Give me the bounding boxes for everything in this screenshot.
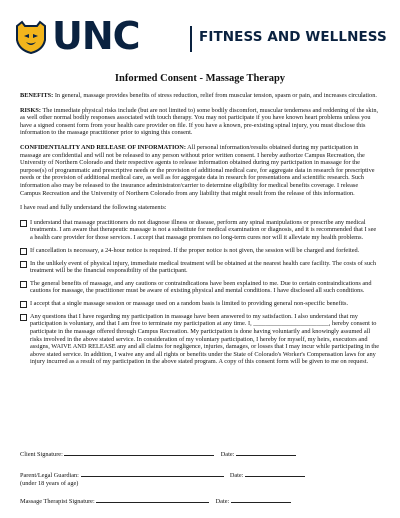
statement-checkbox[interactable] [20, 261, 27, 268]
statement-text: In the unlikely event of physical injury, immediate medical treatment will be obtained at the nearest health care facility. The costs of such treatment will be the financial responsibility of the participant. [30, 259, 376, 275]
client-signature-field[interactable] [64, 449, 214, 456]
unc-logo-text: UNC [52, 14, 140, 58]
risks-paragraph [20, 107, 380, 137]
benefits-label: BENEFITS: [20, 92, 54, 99]
statement-text: Any questions that I have regarding my participation in massage have been answered to my satisfaction. I also understand that my participation is voluntary, and that I am free to terminate my participation at any time. I, ________________________, hereby consent to participate in the massage offered through Campus Recreation. My participation is done having voluntarily and knowingly assumed all risks involved in the above stated service. In consideration of my voluntary participation, I hereby for myself, my heirs, executors and assigns, WAIVE AND RELEASE any and all claims for negligence, injuries, damages, or losses that I may incur while participating in the above stated service. In addition, I waive any and all rights or benefits under the State of Colorado's Worker's Compensation laws for any injury incurred as a result of my participation in the above stated program. A copy of this consent form will be given to me on request. [30, 312, 380, 366]
confidentiality-text: All personal information/results obtained during my participation in massage are confidential and will not be released to any person without prior written consent. I hereby authorize Campus Recreation, the University of Northern Colorado and their respective agents to release information obtained during my participation in massage for the purpose(s) of programmatic and prescriptive needs or the provision of additional medical care, for aggregate data in research for prescriptive needs or the provision of additional medical care, as well as for aggregate data in research for presentations and scientific research. Such information also may be released to the insurance administrator/carrier to determine eligibility for medical benefits coverage. I release Campus Recreation and the University of Northern Colorado from any liability that might result from the release of this information. [20, 143, 375, 197]
client-signature-label: Client Signature: [20, 451, 63, 458]
benefits-paragraph [20, 92, 380, 100]
statement-item [20, 247, 380, 255]
statement-item [20, 313, 380, 366]
fitness-wellness-tagline: FITNESS AND WELLNESS [199, 29, 387, 45]
therapist-signature-row [20, 496, 291, 506]
document-title: Informed Consent - Massage Therapy [114, 73, 286, 84]
intro-text: I have read and fully understand the following statements: [20, 204, 167, 212]
risks-label: RISKS: [20, 106, 41, 114]
therapist-signature-label: Massage Therapist Signature: [20, 498, 95, 505]
therapist-date-label: Date: [215, 498, 230, 505]
client-signature-row [20, 449, 296, 459]
guardian-date-field[interactable] [245, 470, 305, 477]
guardian-signature-row [20, 470, 305, 487]
guardian-date-label: Date: [229, 472, 244, 479]
statement-checkbox[interactable] [20, 220, 27, 227]
guardian-signature-field[interactable] [81, 470, 224, 477]
logo-divider [190, 26, 192, 52]
therapist-signature-field[interactable] [96, 496, 209, 503]
statement-item [20, 280, 380, 295]
client-date-field[interactable] [236, 449, 296, 456]
risks-text: The immediate physical risks include (but are not limited to) some bodily discomfort, muscular tenderness and reddening of the skin, as well other normal bodily responses associated with touch therapy. You may not participate if you have known heart problems unless you have a signed consent form from your health care provider on file. If you have a known, pre-existing spinal injury, you must disclose this information to the massage practitioner prior to signing this consent. [20, 106, 379, 137]
statement-item [20, 300, 380, 308]
statement-checkbox[interactable] [20, 281, 27, 288]
statement-text: I understand that massage practitioners do not diagnose illness or disease, perform any spinal manipulations or prescribe any medical treatments. I am aware that therapeutic massage is not a substitute for medical examination or diagnosis, and it is recommended that I see a health care provider for those services. I accept that massage promises no long-term cures nor will it alleviate my health problems. [30, 218, 377, 241]
guardian-age-note: (under 18 years of age) [20, 479, 79, 487]
statement-checkbox[interactable] [20, 301, 27, 308]
statement-checkbox[interactable] [20, 314, 27, 321]
statement-text: If cancellation is necessary, a 24-hour notice is required. If the proper notice is not given, the session will be charged and forfeited. [30, 246, 360, 254]
document-header [0, 0, 400, 66]
therapist-date-field[interactable] [231, 496, 291, 503]
statement-text: The general benefits of massage, and any cautions or contraindications have been explained to me. Due to certain contraindications and cautions for massage, the practitioner must be aware of existing physical and mental conditions. I have disclosed all such conditions. [30, 279, 372, 295]
benefits-text: In general, massage provides benefits of stress reduction, relief from muscular tension, spasm or pain, and increases circulation. [53, 92, 377, 99]
statement-item [20, 219, 380, 242]
document-body [20, 92, 380, 371]
statement-text: I accept that a single massage session or massage used on a random basis is limited to providing general non-specific benefits. [30, 299, 349, 307]
statement-item [20, 260, 380, 275]
statement-checkbox[interactable] [20, 248, 27, 255]
confidentiality-paragraph [20, 144, 380, 197]
confidentiality-label: CONFIDENTIALITY AND RELEASE OF INFORMATION: [20, 143, 186, 151]
guardian-signature-label: Parent/Legal Guardian: [20, 472, 79, 479]
client-date-label: Date: [220, 451, 235, 458]
bear-logo-icon [14, 20, 48, 54]
